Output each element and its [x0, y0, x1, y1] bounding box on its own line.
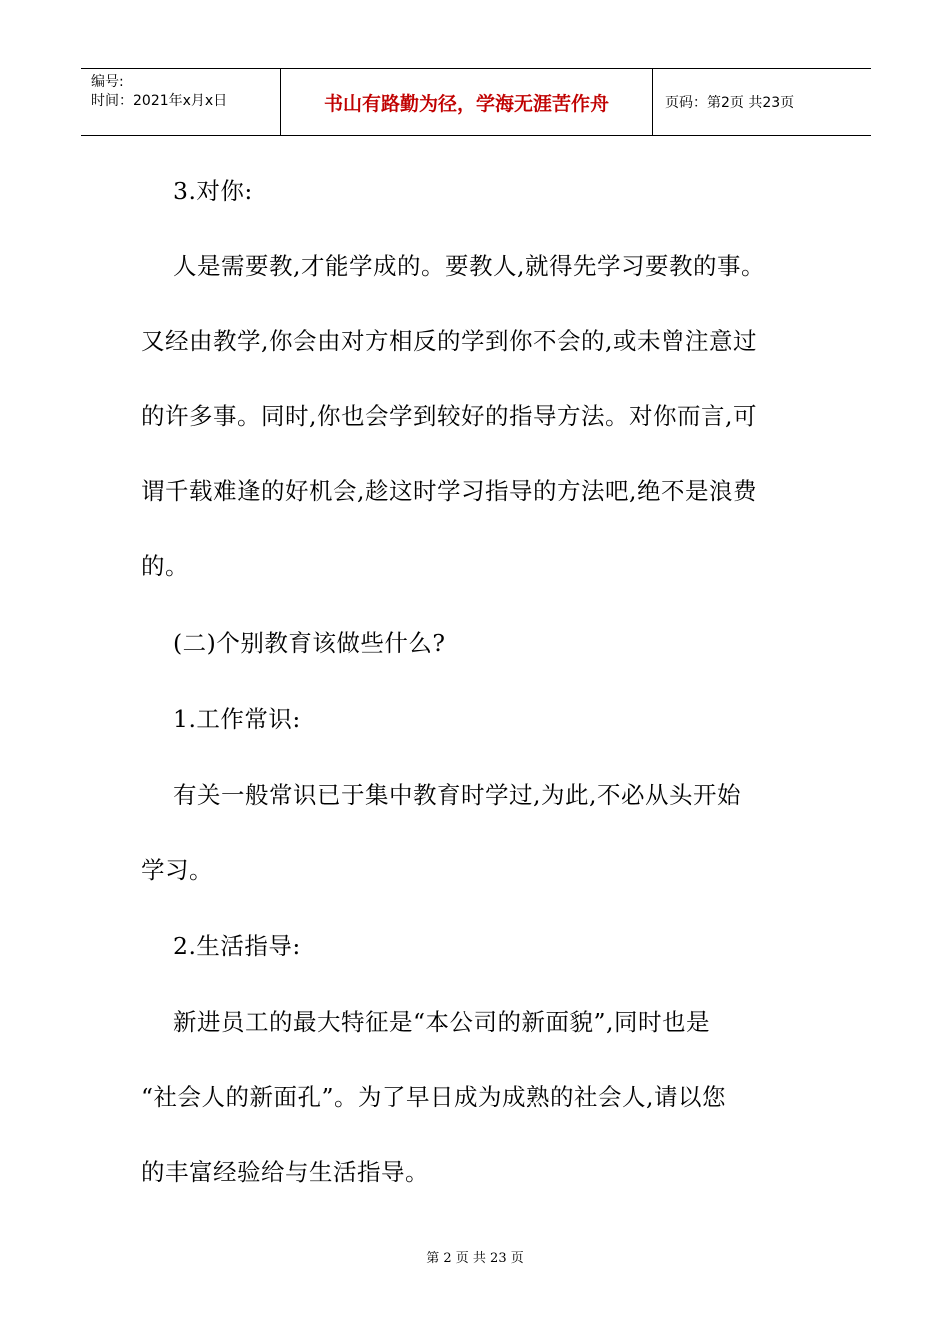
page-footer: 第 2 页 共 23 页 — [426, 1251, 524, 1266]
page-header — [81, 68, 871, 136]
subheading: 2.生活指导: — [173, 932, 301, 960]
paragraph-line: 人是需要教,才能学成的。要教人,就得先学习要教的事。 — [173, 252, 765, 280]
header-motto: 书山有路勤为径，学海无涯苦作舟 — [281, 69, 653, 135]
document-time-label: 时间：2021年x月x日 — [91, 93, 228, 109]
section-heading: (二)个别教育该做些什么? — [173, 629, 446, 657]
paragraph-line: 新进员工的最大特征是“本公司的新面貌”,同时也是 — [173, 1008, 710, 1036]
paragraph-line: 的。 — [141, 552, 189, 580]
document-number-label: 编号: — [91, 74, 124, 90]
paragraph-line: 谓千载难逢的好机会,趁这时学习指导的方法吧,绝不是浪费 — [141, 477, 757, 505]
paragraph-line: 的丰富经验给与生活指导。 — [141, 1158, 429, 1186]
header-page-info: 页码：第2页 共23页 — [665, 95, 795, 111]
subheading: 3.对你: — [173, 177, 253, 205]
paragraph-line: 又经由教学,你会由对方相反的学到你不会的,或未曾注意过 — [141, 327, 757, 355]
paragraph-line: 学习。 — [141, 856, 213, 884]
subheading: 1.工作常识: — [173, 705, 301, 733]
paragraph-line: 的许多事。同时,你也会学到较好的指导方法。对你而言,可 — [141, 402, 757, 430]
paragraph-line: 有关一般常识已于集中教育时学过,为此,不必从头开始 — [173, 781, 741, 809]
paragraph-line: “社会人的新面孔”。为了早日成为成熟的社会人,请以您 — [141, 1083, 726, 1111]
header-meta — [81, 69, 281, 135]
